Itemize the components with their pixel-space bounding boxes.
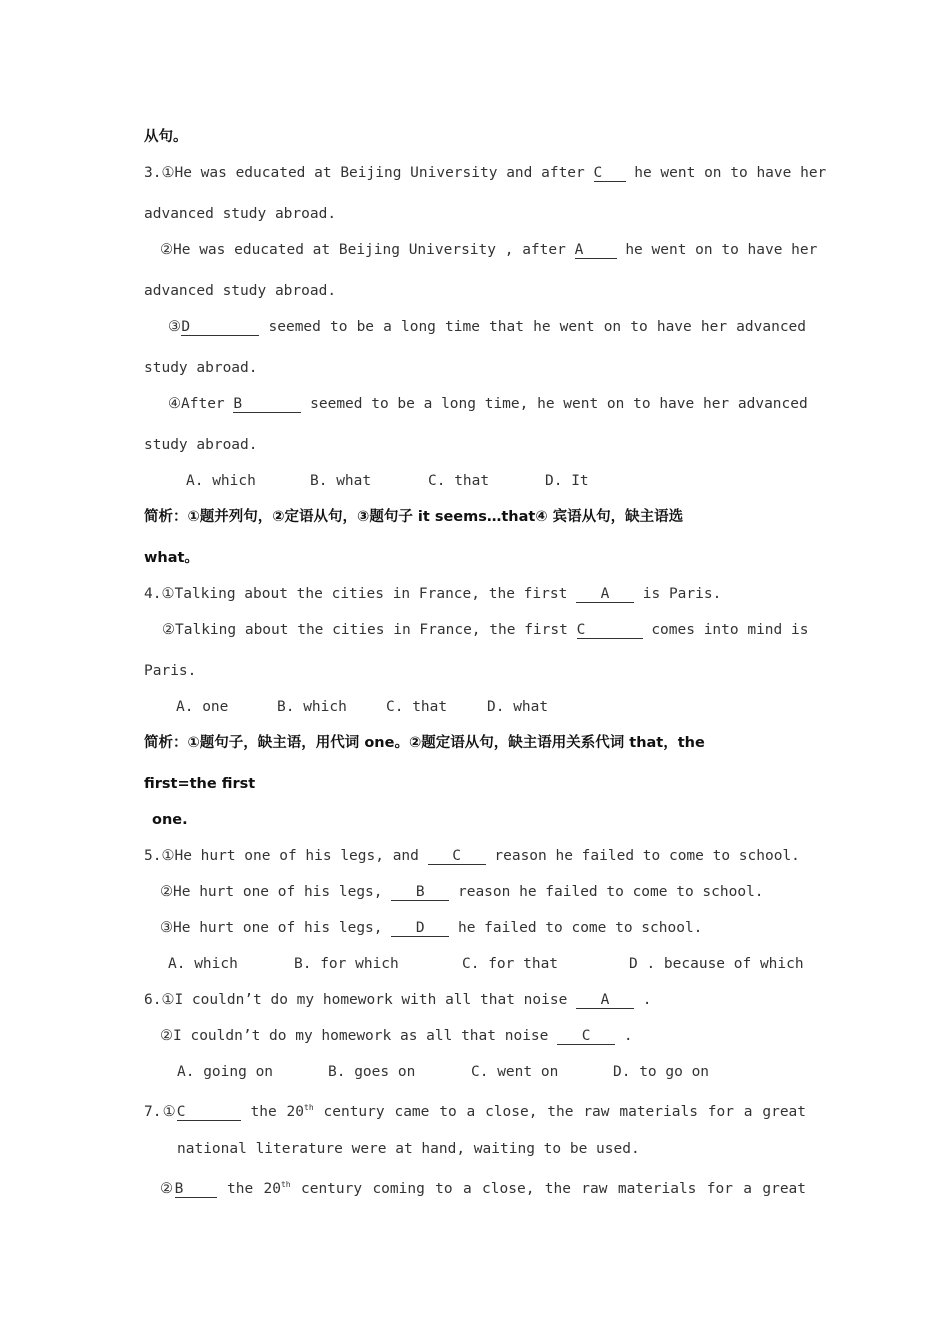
answer-blank: B	[175, 1181, 217, 1198]
option-b: B. which	[277, 699, 347, 715]
option-c: C. for that	[462, 956, 559, 972]
question-6-1: 6.①I couldn’t do my homework with all that noise A .	[144, 992, 652, 1008]
option-b: B. goes on	[328, 1064, 416, 1080]
text-line: 从句。	[144, 129, 188, 145]
answer-blank: A	[576, 992, 634, 1009]
question-5-1: 5.①He hurt one of his legs, and C reason he failed to come to school.	[144, 848, 800, 864]
analysis-note: 简析：①题句子，缺主语，用代词 one。②题定语从句，缺主语用关系代词 that，the	[144, 735, 705, 751]
question-3-3: ③D seemed to be a long time that he went on to have her advanced	[168, 319, 807, 335]
text-line: advanced study abroad.	[144, 283, 337, 299]
question-4-2: ②Talking about the cities in France, the first C comes into mind is	[162, 622, 809, 638]
answer-blank: D	[391, 920, 449, 937]
text-line: national literature were at hand, waiting to be used.	[177, 1141, 640, 1157]
option-c: C. that	[386, 699, 448, 715]
answer-blank: A	[576, 586, 634, 603]
text-line: study abroad.	[144, 437, 258, 453]
option-d: D. It	[545, 473, 589, 489]
analysis-note: one.	[152, 812, 188, 828]
question-7-2: ②B the 20th century coming to a close, the raw materials for a great	[160, 1180, 807, 1197]
option-d: D. what	[487, 699, 549, 715]
text-line: Paris.	[144, 663, 197, 679]
answer-blank: B	[391, 884, 449, 901]
question-6-2: ②I couldn’t do my homework as all that noise C .	[160, 1028, 633, 1044]
option-a: A. going on	[177, 1064, 274, 1080]
option-b: B. for which	[294, 956, 399, 972]
answer-blank: D	[181, 319, 259, 336]
option-d: D . because of which	[629, 956, 804, 972]
answer-blank: C	[557, 1028, 615, 1045]
analysis-note: 简析：①题并列句，②定语从句，③题句子 it seems…that④ 宾语从句，缺主语选	[144, 509, 684, 525]
answer-blank: C	[177, 1104, 241, 1121]
question-3-2: ②He was educated at Beijing University , after A he went on to have her	[160, 242, 818, 258]
question-4-options	[176, 697, 838, 717]
option-a: A. one	[176, 699, 229, 715]
option-d: D. to go on	[613, 1064, 710, 1080]
answer-blank: C	[577, 622, 643, 639]
answer-blank: C	[594, 165, 626, 182]
answer-blank: A	[575, 242, 617, 259]
text-line: study abroad.	[144, 360, 258, 376]
question-6-options	[177, 1062, 839, 1082]
option-a: A. which	[186, 473, 256, 489]
answer-blank: B	[233, 396, 301, 413]
question-3-options	[186, 471, 848, 491]
question-7-1: 7.①C the 20th century came to a close, the raw materials for a great	[144, 1103, 807, 1120]
option-b: B. what	[310, 473, 372, 489]
option-c: C. that	[428, 473, 490, 489]
question-3-4: ④After B seemed to be a long time, he went on to have her advanced	[168, 396, 808, 412]
question-5-2: ②He hurt one of his legs, B reason he failed to come to school.	[160, 884, 764, 900]
question-4-1: 4.①Talking about the cities in France, the first A is Paris.	[144, 586, 722, 602]
question-5-options	[168, 954, 830, 974]
option-a: A. which	[168, 956, 238, 972]
question-3-1: 3.①He was educated at Beijing University and after C he went on to have her	[144, 165, 827, 181]
option-c: C. went on	[471, 1064, 559, 1080]
analysis-note: what。	[144, 550, 199, 566]
answer-blank: C	[428, 848, 486, 865]
analysis-note: first=the first	[144, 776, 256, 792]
text-line: advanced study abroad.	[144, 206, 337, 222]
question-5-3: ③He hurt one of his legs, D he failed to come to school.	[160, 920, 703, 936]
